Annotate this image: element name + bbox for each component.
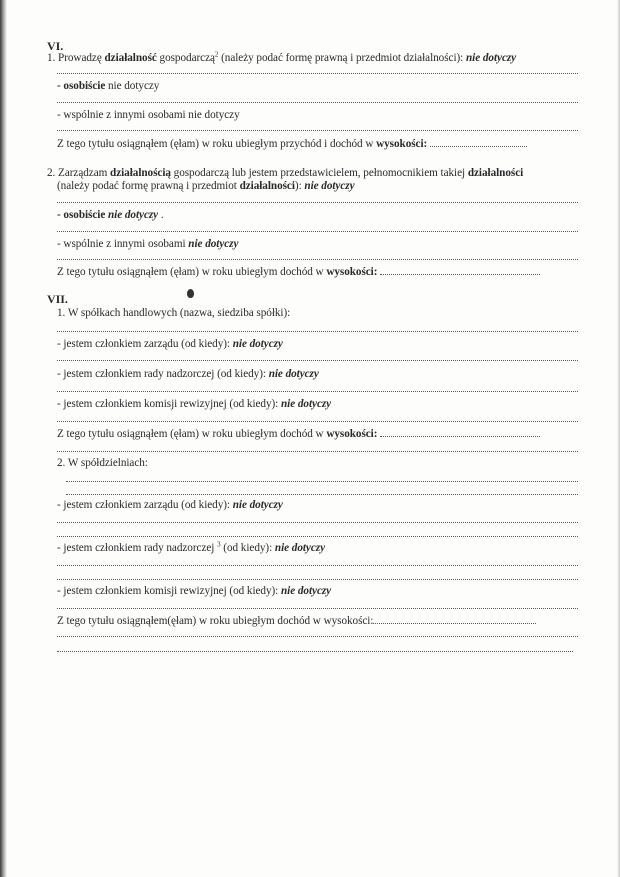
s7-item1-rada (57, 368, 319, 381)
s7-item2-title: 2. W spółdzielniach: (57, 457, 148, 469)
wspolnie-answer: nie dotyczy (188, 238, 239, 250)
section-6-heading: VI. (47, 39, 64, 53)
fill-line[interactable] (373, 614, 536, 624)
s6-item1-mid: gospodarczą (156, 52, 215, 64)
s6-item1-bold: działalność (104, 52, 157, 64)
s6-item1-footnote: 2 (214, 50, 219, 59)
fill-line[interactable] (57, 636, 578, 637)
fill-line[interactable] (57, 73, 578, 74)
s6-item1-wspolnie: - wspólnie z innymi osobami nie dotyczy (57, 109, 240, 121)
fill-line[interactable] (57, 202, 578, 203)
s6-item1-post: (należy podać formę prawną i przedmiot działalności): (218, 52, 466, 64)
income-text: Z tego tytułu osiągnąłem (ęłam) w roku ubiegłym dochód w (57, 428, 327, 440)
s6-item2-p2-pre: (należy podać formę prawną i przedmiot (57, 180, 240, 192)
rada-label: - jestem członkiem rady nadzorczej (od kiedy): (57, 368, 269, 380)
s7-item2-income (57, 614, 536, 628)
s6-item2-text (47, 167, 523, 180)
s7-item1-komisja (57, 398, 331, 411)
fill-line[interactable] (57, 331, 578, 332)
s6-item1-answer: nie dotyczy (465, 52, 517, 64)
rada-answer: nie dotyczy (268, 368, 319, 380)
fill-line[interactable] (57, 259, 578, 260)
s7-item1-title: 1. W spółkach handlowych (nazwa, siedziba spółki): (57, 307, 291, 319)
fill-line[interactable] (380, 427, 540, 437)
rada-label: - jestem członkiem rady nadzorczej (57, 542, 218, 554)
section-7-heading: VII. (47, 292, 68, 306)
osobiscie-label: - osobiście (57, 80, 106, 92)
zarzad-answer: nie dotyczy (232, 338, 283, 350)
fill-line[interactable] (66, 481, 578, 482)
fill-line[interactable] (57, 536, 578, 537)
s6-item2-p2-mid: ): (294, 180, 305, 192)
fill-line[interactable] (57, 579, 578, 580)
osobiscie-tail: . (158, 209, 164, 221)
fill-line[interactable] (57, 522, 578, 523)
s6-item2-p2-bold: działalności (239, 180, 295, 192)
komisja-label: - jestem członkiem komisji rewizyjnej (od kiedy): (57, 398, 281, 410)
osobiscie-answer: nie dotyczy (105, 80, 160, 92)
s6-item2-pre: 2. Zarządzam (47, 167, 111, 179)
s6-item2-answer: nie dotyczy (304, 180, 355, 192)
zarzad-answer: nie dotyczy (232, 499, 283, 511)
rada-footnote: 3 (217, 540, 221, 549)
fill-line[interactable] (430, 137, 527, 147)
wspolnie-label: - wspólnie z innymi osobami (57, 238, 189, 250)
income-text: Z tego tytułu osiągnąłem(ęłam) w roku ubiegłym dochód w wysokości: (57, 615, 374, 627)
s7-item1-zarzad (57, 338, 283, 351)
income-bold: wysokości: (326, 428, 378, 440)
s7-item1-income (57, 427, 540, 441)
fill-line[interactable] (57, 391, 578, 392)
s6-item1-osobiscie (57, 80, 159, 93)
s6-item1-text (47, 52, 516, 65)
komisja-label: - jestem członkiem komisji rewizyjnej (od kiedy): (57, 585, 281, 597)
income-bold: wysokości: (326, 266, 378, 278)
fill-line[interactable] (57, 102, 578, 103)
scan-shadow-left (0, 0, 7, 877)
komisja-answer: nie dotyczy (281, 585, 332, 597)
fill-line[interactable] (57, 608, 578, 609)
rada-answer: nie dotyczy (274, 542, 325, 554)
osobiscie-answer: nie dotyczy (108, 209, 159, 221)
zarzad-label: - jestem członkiem zarządu (od kiedy): (57, 499, 233, 511)
fill-line[interactable] (66, 494, 578, 495)
ink-blot (187, 289, 194, 298)
s6-item2-wspolnie (57, 238, 238, 251)
fill-line[interactable] (57, 451, 578, 452)
s7-item2-rada (57, 542, 325, 555)
s6-item1-income (57, 137, 527, 151)
s6-item2-text-2 (57, 180, 354, 193)
s6-item2-bold2: działalności (467, 167, 524, 179)
s6-item1-pre: 1. Prowadzę (47, 52, 105, 64)
fill-line[interactable] (57, 231, 578, 232)
fill-line[interactable] (57, 421, 578, 422)
s6-item2-income (57, 265, 540, 279)
s7-item2-zarzad (57, 499, 283, 512)
rada-label-post: (od kiedy): (220, 542, 275, 554)
zarzad-label: - jestem członkiem zarządu (od kiedy): (57, 338, 233, 350)
s6-item2-bold: działalnością (110, 167, 171, 179)
osobiscie-label: - osobiście (57, 209, 106, 221)
s6-item2-mid: gospodarczą lub jestem przedstawicielem, pełnomocnikiem takiej (170, 167, 468, 179)
income-text: Z tego tytułu osiągnąłem (ęłam) w roku ubiegłym dochód w (57, 266, 327, 278)
fill-line[interactable] (57, 130, 578, 131)
income-text: Z tego tytułu osiągnąłem (ęłam) w roku ubiegłym przychód i dochód w (57, 138, 377, 150)
fill-line[interactable] (380, 265, 540, 275)
fill-line[interactable] (57, 651, 573, 652)
income-bold: wysokości: (376, 138, 428, 150)
fill-line[interactable] (57, 360, 578, 361)
s7-item2-komisja (57, 585, 331, 598)
fill-line[interactable] (57, 565, 578, 566)
s6-item2-osobiscie (57, 209, 164, 222)
komisja-answer: nie dotyczy (281, 398, 332, 410)
